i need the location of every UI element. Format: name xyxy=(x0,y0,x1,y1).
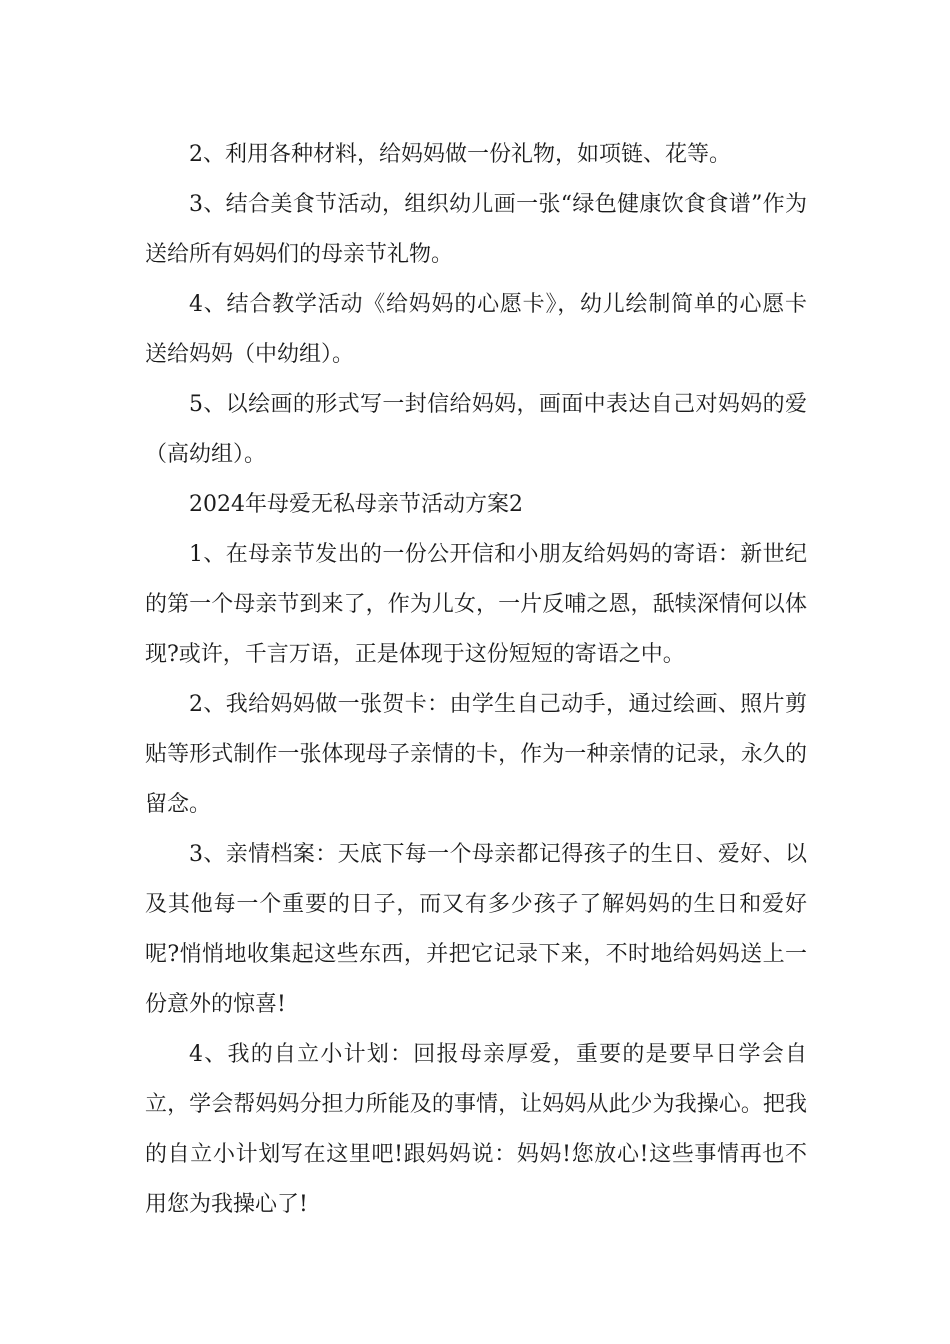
paragraph-self-reliance-plan: 4、我的自立小计划：回报母亲厚爱，重要的是要早日学会自立，学会帮妈妈分担力所能及的事情，让妈妈从此少为我操心。把我的自立小计划写在这里吧!跟妈妈说：妈妈!您放心!这些事情再也不用您为我操心了! xyxy=(145,1042,807,1217)
paragraph-open-letter: 1、在母亲节发出的一份公开信和小朋友给妈妈的寄语：新世纪的第一个母亲节到来了，作为儿女，一片反哺之恩，舐犊深情何以体现?或许，千言万语，正是体现于这份短短的寄语之中。 xyxy=(145,542,807,667)
paragraph-greeting-card: 2、我给妈妈做一张贺卡：由学生自己动手，通过绘画、照片剪贴等形式制作一张体现母子亲情的卡，作为一种亲情的记录，永久的留念。 xyxy=(145,692,807,817)
paragraph-gift-materials: 2、利用各种材料，给妈妈做一份礼物，如项链、花等。 xyxy=(189,142,731,167)
paragraph-recipe-drawing: 3、结合美食节活动，组织幼儿画一张“绿色健康饮食食谱”作为送给所有妈妈们的母亲节礼物。 xyxy=(145,192,807,267)
paragraph-wish-card: 4、结合教学活动《给妈妈的心愿卡》，幼儿绘制简单的心愿卡送给妈妈（中幼组）。 xyxy=(145,292,807,367)
paragraph-drawing-letter: 5、以绘画的形式写一封信给妈妈，画面中表达自己对妈妈的爱（高幼组）。 xyxy=(145,392,807,467)
document-body xyxy=(145,130,807,1230)
paragraph-family-archive: 3、亲情档案：天底下每一个母亲都记得孩子的生日、爱好、以及其他每一个重要的日子，而又有多少孩子了解妈妈的生日和爱好呢?悄悄地收集起这些东西，并把它记录下来，不时地给妈妈送上一份意外的惊喜! xyxy=(145,842,807,1017)
section-heading: 2024年母爱无私母亲节活动方案2 xyxy=(189,492,523,517)
